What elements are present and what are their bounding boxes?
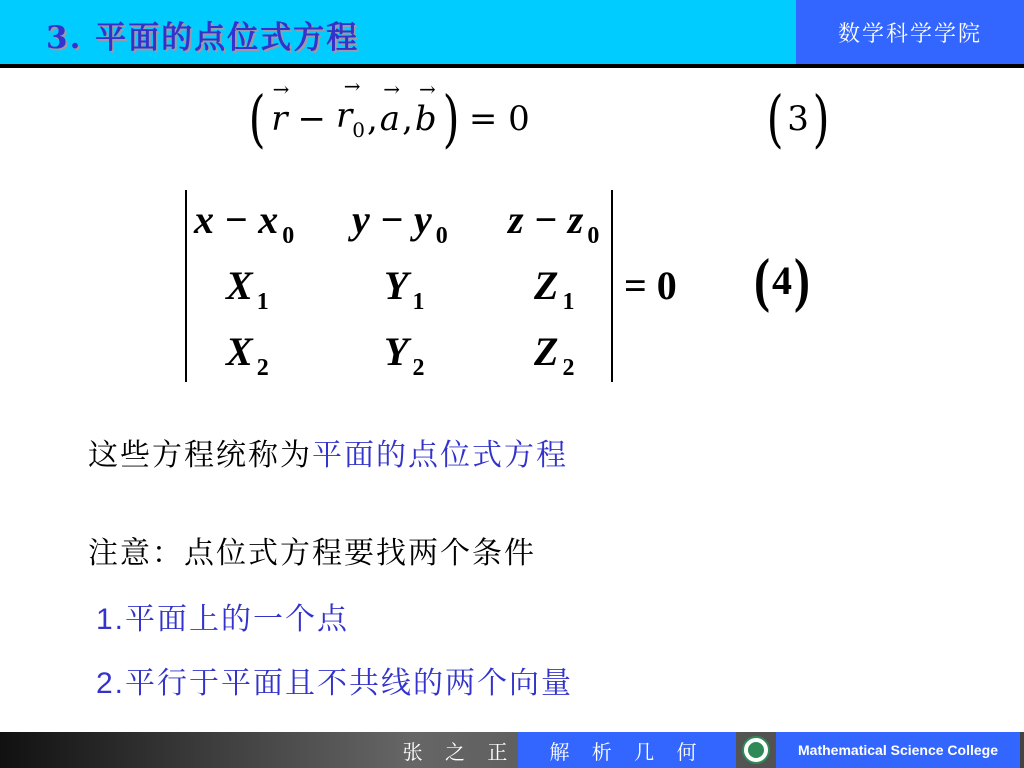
det-cell-r1c2: [534, 262, 574, 316]
vector-r0-base: r: [335, 96, 353, 136]
cell-base: Z: [534, 329, 559, 374]
left-paren: (: [766, 82, 784, 155]
vector-r: → r: [271, 99, 287, 139]
slide-title: 3. 平面的点位式方程: [46, 20, 360, 56]
cell-sub: 1: [412, 289, 425, 315]
item-text: 平行于平面且不共线的两个向量: [125, 666, 574, 701]
cell-base: X: [226, 263, 253, 308]
det-cell-r0c2: [508, 196, 599, 250]
condition-item-1: [96, 594, 349, 638]
det-cell-r1c1: [384, 262, 424, 316]
cell-base: Y: [384, 329, 409, 374]
comma: ,: [402, 99, 413, 139]
vector-b: → b: [415, 99, 437, 139]
cell-sub: 2: [412, 355, 425, 381]
footer-bar: [0, 732, 1024, 768]
determinant-equals-zero: = 0: [624, 263, 677, 308]
cell-sub: 2: [562, 355, 575, 381]
cell-sub: 1: [562, 289, 575, 315]
cell-base: Y: [384, 263, 409, 308]
cell-base: x − x: [194, 197, 279, 242]
det-cell-r0c1: [352, 196, 448, 250]
item-number: 1.: [96, 603, 126, 636]
item-number: 2.: [96, 667, 126, 700]
cell-sub: 0: [282, 223, 295, 249]
summary-text: 这些方程统称为: [88, 438, 312, 473]
cell-base: y − y: [352, 197, 432, 242]
course-name: 解 析 几 何: [518, 732, 736, 768]
equals-zero: = 0: [468, 99, 530, 139]
right-paren: ): [812, 82, 830, 155]
right-paren: ): [442, 82, 460, 155]
vector-r0-sub: 0: [352, 118, 365, 142]
cell-sub: 2: [256, 355, 269, 381]
college-logo-icon: [742, 736, 770, 764]
vector-r0: [336, 96, 365, 142]
minus-sign: −: [297, 99, 326, 139]
summary-line: [88, 430, 568, 474]
right-paren: ): [793, 247, 810, 313]
cell-sub: 0: [587, 223, 600, 249]
condition-item-2: [96, 658, 573, 702]
vector-a: → a: [380, 99, 400, 139]
cell-base: X: [226, 329, 253, 374]
summary-highlight: 平面的点位式方程: [312, 438, 568, 473]
left-paren: (: [753, 247, 770, 313]
determinant-right-bar: [611, 190, 613, 382]
college-english-name: Mathematical Science College: [776, 732, 1020, 768]
det-cell-r0c0: [194, 196, 294, 250]
equation-number-3: [763, 84, 833, 154]
college-badge: [796, 0, 1024, 64]
det-cell-r2c0: [226, 328, 269, 382]
college-name: 数学科学学院: [837, 21, 982, 47]
header-bar: [0, 0, 1024, 64]
equation-number-value: 4: [771, 257, 792, 303]
det-cell-r1c0: [226, 262, 269, 316]
left-paren: (: [248, 82, 266, 155]
item-text: 平面上的一个点: [125, 602, 350, 637]
comma: ,: [366, 99, 378, 139]
equation-number-value: 3: [787, 99, 809, 139]
logo-emblem: [748, 742, 764, 758]
equation-number-4: [752, 247, 812, 313]
header-divider: [0, 64, 1024, 68]
determinant-left-bar: [185, 190, 187, 382]
det-cell-r2c1: [384, 328, 424, 382]
cell-sub: 1: [256, 289, 269, 315]
cell-base: z − z: [508, 197, 584, 242]
cell-sub: 0: [435, 223, 448, 249]
note-line: 注意：点位式方程要找两个条件: [88, 536, 536, 571]
cell-base: Z: [534, 263, 559, 308]
author-name: 张 之 正: [402, 739, 516, 764]
equation-3: [245, 84, 530, 154]
det-cell-r2c2: [534, 328, 574, 382]
